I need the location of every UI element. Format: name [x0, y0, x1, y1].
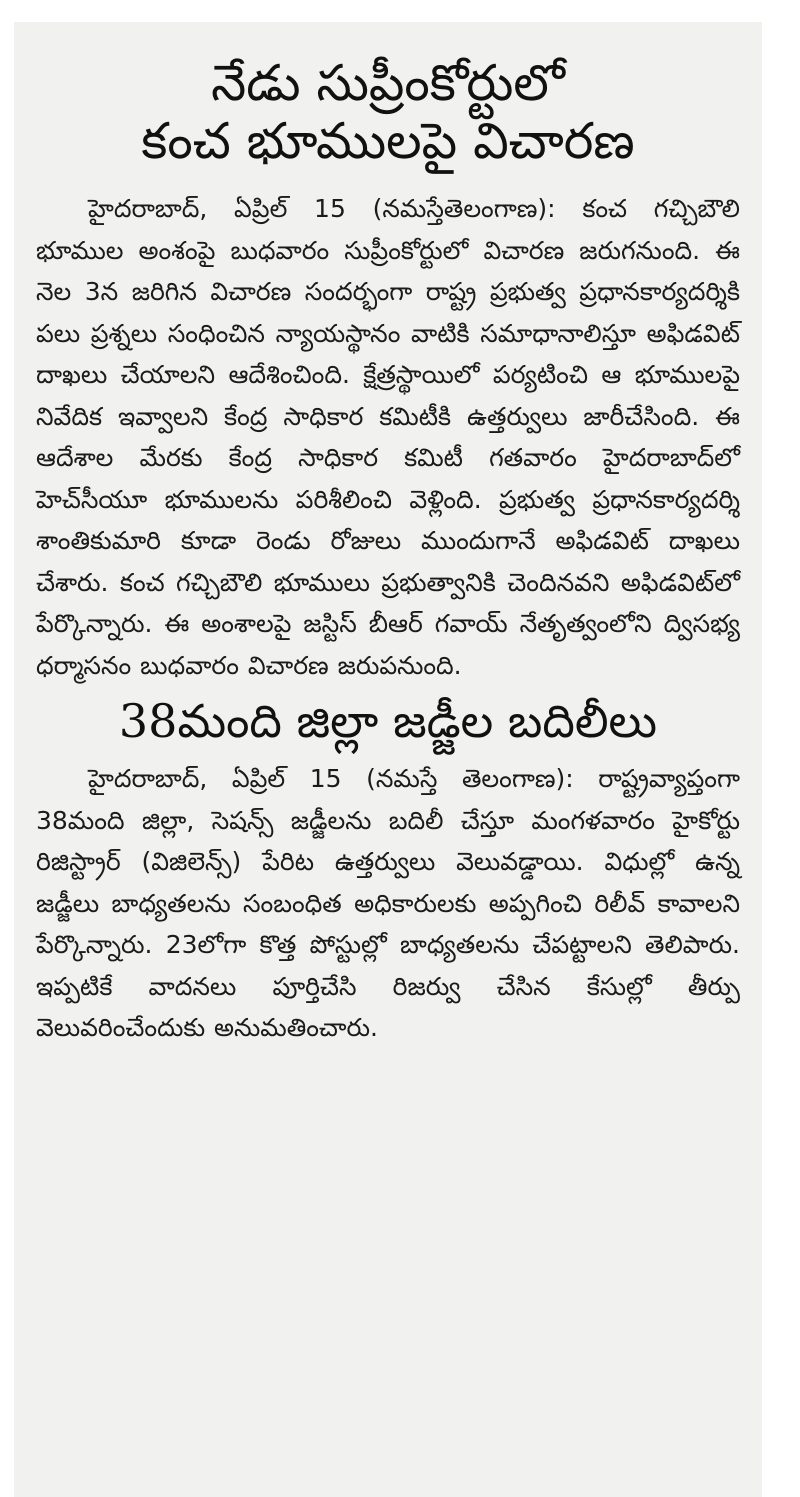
article1-body: హైదరాబాద్, ఏప్రిల్ 15 (నమస్తేతెలంగాణ): కంచ గచ్చిబౌలి భూముల అంశంపై బుధవారం సుప్రీంకోర్టులో విచారణ జరుగనుంది. ఈ నెల 3న జరిగిన విచారణ సందర్భంగా రాష్ట్ర ప్రభుత్వ ప్రధానకార్యదర్శికి పలు ప్రశ్నలు సంధించిన న్యాయస్థానం వాటికి సమాధానాలిస్తూ అఫిడవిట్ దాఖలు చేయాలని ఆదేశించింది. క్షేత్రస్థాయిలో పర్యటించి ఆ భూములపై నివేదిక ఇవ్వాలని కేంద్ర సాధికార కమిటీకి ఉత్తర్వులు జారీచేసింది. ఈ ఆదేశాల మేరకు కేంద్ర సాధికార కమిటీ గతవారం హైదరాబాద్‌లో హెచ్‌సీయూ భూములను పరిశీలించి వెళ్లింది. ప్రభుత్వ ప్రధానకార్యదర్శి శాంతికుమారి కూడా రెండు రోజులు ముందుగానే అఫిడవిట్ దాఖలు చేశారు. కంచ గచ్చిబౌలి భూములు ప్రభుత్వానికి చెందినవని అఫిడవిట్‌లో పేర్కొన్నారు. ఈ అంశాలపై జస్టిస్ బీఆర్ గవాయ్ నేతృత్వంలోని ద్విసభ్య ధర్మాసనం బుధవారం విచారణ జరుపనుంది.: [36, 194, 740, 680]
newspaper-clipping: [14, 22, 762, 1497]
article1-headline-line2: కంచ భూములపై విచారణ: [141, 112, 635, 170]
article2-body: హైదరాబాద్, ఏప్రిల్ 15 (నమస్తే తెలంగాణ): రాష్ట్రవ్యాప్తంగా 38మంది జిల్లా, సెషన్స్ జడ్జీలను బదిలీ చేస్తూ మంగళవారం హైకోర్టు రిజిస్ట్రార్ (విజిలెన్స్) పేరిట ఉత్తర్వులు వెలువడ్డాయి. విధుల్లో ఉన్న జడ్జీలు బాధ్యతలను సంబంధిత అధికారులకు అప్పగించి రిలీవ్ కావాలని పేర్కొన్నారు. 23లోగా కొత్త పోస్టుల్లో బాధ్యతలను చేపట్టాలని తెలిపారు. ఇప్పటికే వాదనలు పూర్తిచేసి రిజర్వు చేసిన కేసుల్లో తీర్పు వెలువరించేందుకు అనుమతించారు.: [36, 764, 740, 1042]
article1-headline-line1: నేడు సుప్రీంకోర్టులో: [211, 54, 565, 112]
article2-headline: 38మంది జిల్లా జడ్జీల బదిలీలు: [118, 694, 658, 748]
article1-headline: [36, 22, 740, 170]
